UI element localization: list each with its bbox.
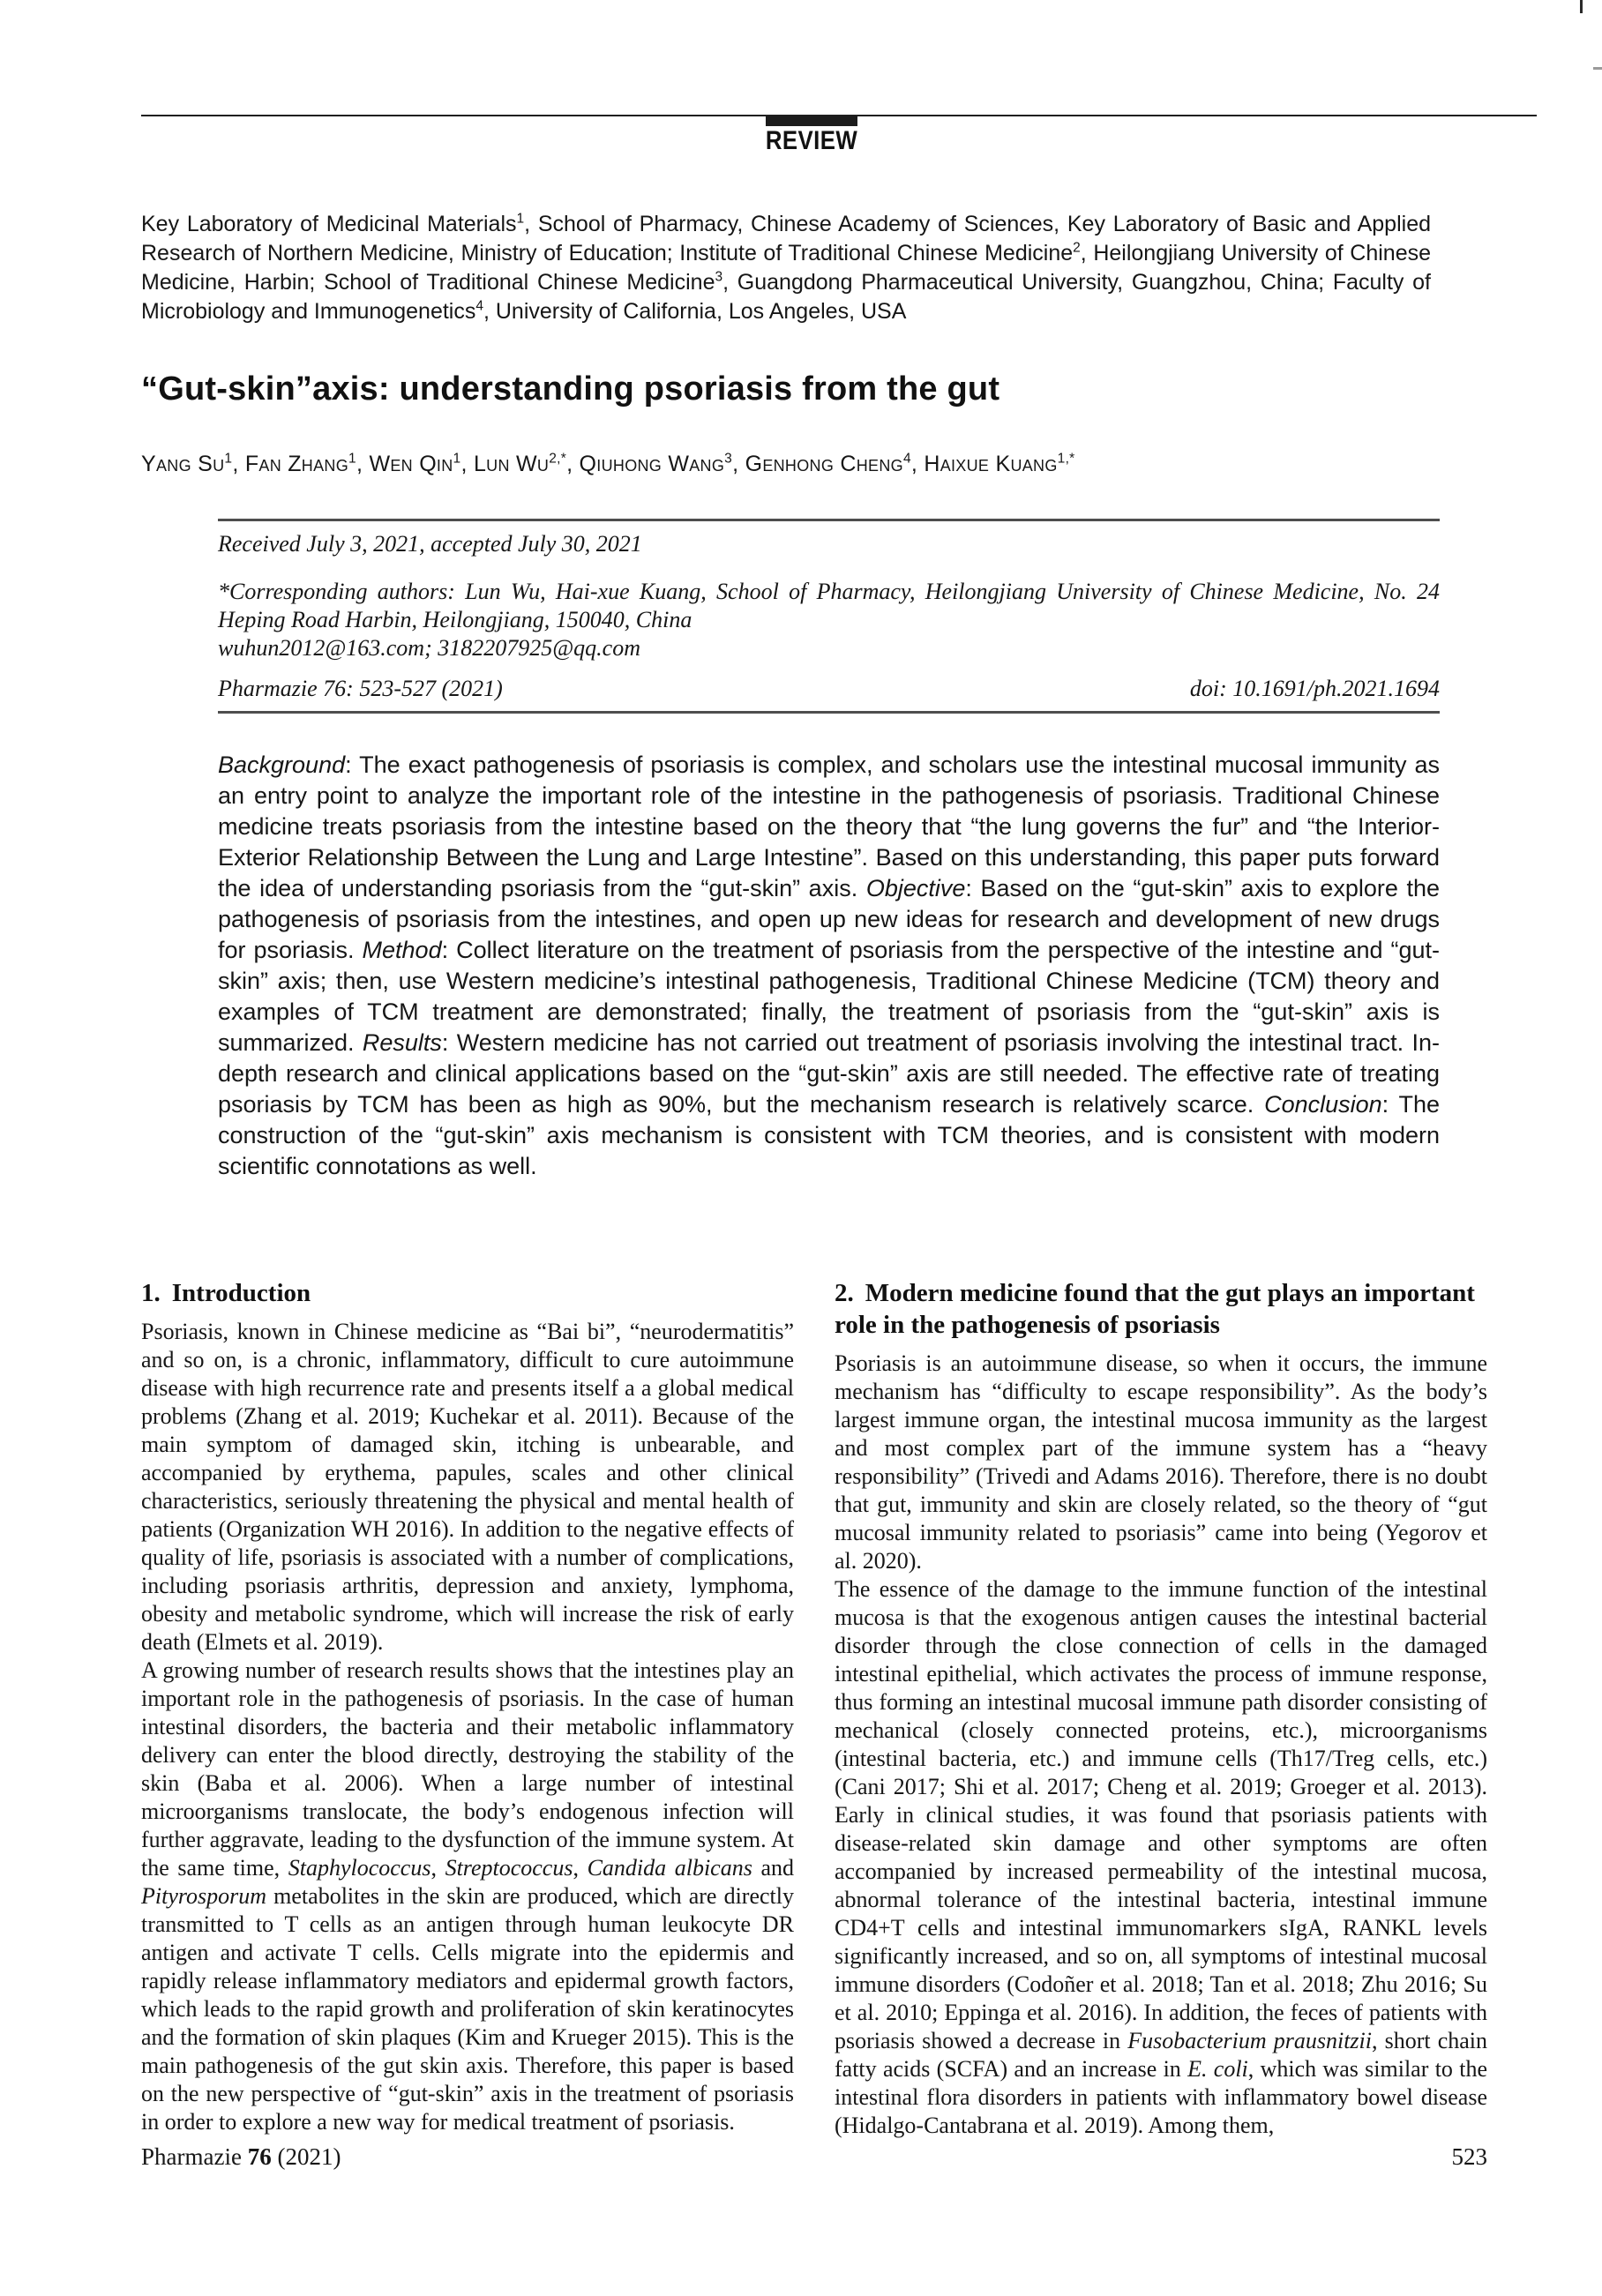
abstract: Background: The exact pathogenesis of psoriasis is complex, and scholars use the intestinal mucosal immunity as an entry point to analyze the important role of the intestine in the pathogenesis of psoriasis. Traditional Chinese medicine treats psoriasis from the intestine based on the theory that “the lung governs the fur” and “the Interior-Exterior Relationship Between the Lung and Large Intestine”. Based on this understanding, this paper puts forward the idea of understanding psoriasis from the “gut-skin” axis. Objective: Based on the “gut-skin” axis to explore the pathogenesis of psoriasis from the intestines, and open up new ideas for research and development of new drugs for psoriasis. Method: Collect literature on the treatment of psoriasis from the perspective of the intestine and “gut-skin” axis; then, use Western medicine’s intestinal pathogenesis, Traditional Chinese Medicine (TCM) theory and examples of TCM treatment are demonstrated; finally, the treatment of psoriasis from the “gut-skin” axis is summarized. Results: Western medicine has not carried out treatment of psoriasis involving the intestinal tract. In-depth research and clinical applications based on the “gut-skin” axis are still needed. The effective rate of treating psoriasis by TCM has been as high as 90%, but the mechanism research is relatively scarce. Conclusion: The construction of the “gut-skin” axis mechanism is consistent with TCM theories, and is consistent with modern scientific connotations as well. (218, 752, 1440, 1179)
section-heading-modern-medicine (835, 1277, 1487, 1341)
doi: doi: 10.1691/ph.2021.1694 (1189, 676, 1440, 701)
intro-paragraph-1: Psoriasis, known in Chinese medicine as “Bai bi”, “neurodermatitis” and so on, is a chronic, inflammatory, difficult to cure autoimmune disease with high recurrence rate and presents itself a a global medical problems (Zhang et al. 2019; Kuchekar et al. 2011). Because of the main symptom of damaged skin, itching is unbearable, and accompanied by erythema, papules, scales and other clinical characteristics, seriously threatening the physical and mental health of patients (Organization WH 2016). In addition to the negative effects of quality of life, psoriasis is associated with a number of complications, including psoriasis arthritis, depression and anxiety, lymphoma, obesity and metabolic syndrome, which will increase the risk of early death (Elmets et al. 2019). (141, 1319, 794, 1655)
left-column (141, 1277, 794, 2140)
crop-mark (1580, 0, 1583, 13)
citation-row (218, 675, 1440, 703)
affiliations: Key Laboratory of Medicinal Materials$^1$, School of Pharmacy, Chinese Academy of Sciences, Key Laboratory of Basic and Applied Research of Northern Medicine, Ministry of Education; Institute of Traditional Chinese Medicine$^2$, Heilongjiang University of Chinese Medicine, Harbin; School of Traditional Chinese Medicine$^3$, Guangdong Pharmaceutical University, Guangzhou, China; Faculty of Microbiology and Immunogenetics$^4$, University of California, Los Angeles, USA (141, 211, 1432, 324)
section-heading-introduction (141, 1277, 794, 1309)
contact-emails: wuhun2012@163.com; 3182207925@qq.com (218, 635, 640, 661)
article-type-label: REVIEW (765, 126, 858, 155)
section2-paragraph-2: The essence of the damage to the immune function of the intestinal mucosa is that the exogenous antigen causes the intestinal bacterial disorder through the close connection of cells in the damaged intestinal epithelial, which activates the process of immune response, thus forming an intestinal mucosal immune path disorder consisting of mechanical (closely connected proteins, etc.), microorganisms (intestinal bacteria, etc.) and immune cells (Th17/Treg cells, etc.) (Cani 2017; Shi et al. 2017; Cheng et al. 2019; Groeger et al. 2013). Early in clinical studies, it was found that psoriasis patients with disease-related skin damage and other symptoms are often accompanied by increased permeability of the intestinal mucosa, abnormal tolerance of the intestinal bacteria, intestinal immune CD4+T cells and intestinal immunomarkers sIgA, RANKL levels significantly increased, and so on, all symptoms of intestinal mucosal immune disorders (Codoñer et al. 2018; Tan et al. 2018; Zhu 2016; Su et al. 2010; Eppinga et al. 2016). In addition, the feces of patients with psoriasis showed a decrease in Fusobacterium prausnitzii, short chain fatty acids (SCFA) and an increase in E. coli, which was similar to the intestinal flora disorders in patients with inflammatory bowel disease (Hidalgo-Cantabrana et al. 2019). Among them, (835, 1576, 1487, 2138)
section-title: Introduction (171, 1279, 311, 1307)
section-number: 1. (141, 1279, 161, 1307)
footer-journal: Pharmazie 76 (2021) (141, 2143, 341, 2170)
section2-paragraph-1: Psoriasis is an autoimmune disease, so when it occurs, the immune mechanism has “difficulty to escape responsibility”. As the body’s largest immune organ, the intestinal mucosa immunity as the largest and most complex part of the immune system has a “heavy responsibility” (Trivedi and Adams 2016). Therefore, there is no doubt that gut, immunity and skin are closely related, so the theory of “gut mucosal immunity related to psoriasis” came into being (Yegorov et al. 2020). (835, 1350, 1487, 1574)
corresponding-authors: *Corresponding authors: Lun Wu, Hai-xue Kuang, School of Pharmacy, Heilongjiang University of Chinese Medicine, No. 24 Heping Road Harbin, Heilongjiang, 150040, China (218, 579, 1440, 632)
authors-line: Yang Su$^1$, Fan Zhang$^1$, Wen Qin$^1$, Lun $Wu^{2,*}$, Qiuhong Wang$^3$, Genhong Cheng$^4$, Haixue Kuang$^{1,*}$ (141, 451, 1075, 476)
scan-edge-artifact (1593, 67, 1602, 70)
footer-page-number: 523 (1451, 2143, 1487, 2170)
section-number: 2. (835, 1279, 854, 1307)
article-title: “Gut-skin”axis: understanding psoriasis from the gut (141, 370, 1000, 408)
section-title: Modern medicine found that the gut plays an important role in the pathogenesis of psoriasis (835, 1279, 1475, 1339)
journal-citation: Pharmazie 76: 523-527 (2021) (218, 676, 503, 701)
intro-paragraph-2: A growing number of research results shows that the intestines play an important role in the pathogenesis of psoriasis. In the case of human intestinal disorders, the bacteria and their metabolic inflammatory delivery can enter the blood directly, destroying the stability of the skin (Baba et al. 2006). When a large number of intestinal microorganisms translocate, the body’s endogenous infection will further aggravate, leading to the dysfunction of the immune system. At the same time, Staphylococcus, Streptococcus, Candida albicans and Pityrosporum metabolites in the skin are produced, which are directly transmitted to T cells as an antigen through human leukocyte DR antigen and activate T cells. Cells migrate into the epidermis and rapidly release inflammatory mediators and epidermal growth factors, which leads to the rapid growth and proliferation of skin keratinocytes and the formation of skin plaques (Kim and Krueger 2015). This is the main pathogenesis of the gut skin axis. Therefore, this paper is based on the new perspective of “gut-skin” axis in the treatment of psoriasis in order to explore a new way for medical treatment of psoriasis. (141, 1657, 794, 2135)
received-dates: Received July 3, 2021, accepted July 30, 2021 (218, 531, 642, 557)
body-columns (141, 1277, 1487, 2140)
metadata-rule-top (218, 519, 1440, 521)
review-tab (766, 116, 857, 126)
metadata-rule-bottom (218, 711, 1440, 714)
right-column (835, 1277, 1487, 2140)
